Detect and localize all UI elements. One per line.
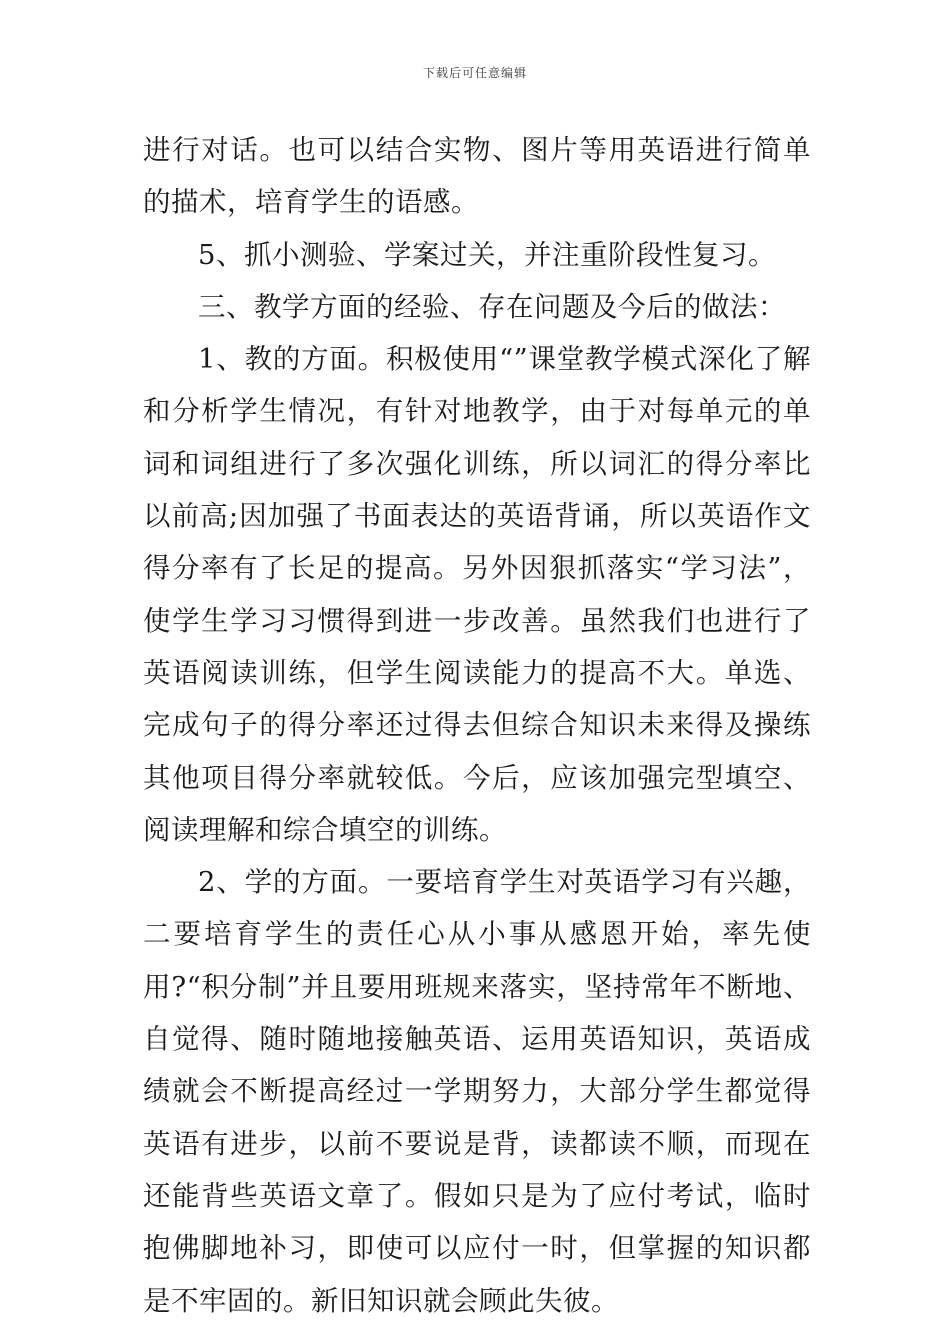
paragraph-learning-aspect: 2、学的方面。一要培育学生对英语学习有兴趣，二要培育学生的责任心从小事从感恩开始，率先使用?“积分制”并且要用班规来落实，坚持常年不断地、自觉得、随时随地接触英语、运用英语知识，英语成绩就会不断提高经过一学期努力，大部分学生都觉得英语有进步，以前不要说是背，读都读不顺，而现在还能背些英语文章了。假如只是为了应付考试，临时抱佛脚地补习，即使可以应付一时，但掌握的知识都是不牢固的。新旧知识就会顾此失彼。 [143,866,811,1317]
document-body [143,124,811,1327]
paragraph-point-5: 5、抓小测验、学案过关，并注重阶段性复习。 [198,238,776,271]
paragraph-intro-continuation: 进行对话。也可以结合实物、图片等用英语进行简单的描术，培育学生的语感。 [143,134,811,219]
page-header: 下载后可任意编辑 [422,66,527,80]
paragraph-teaching-aspect: 1、教的方面。积极使用“”课堂教学模式深化了解和分析学生情况，有针对地教学，由于对每单元的单词和词组进行了多次强化训练，所以词汇的得分率比以前高;因加强了书面表达的英语背诵，所以英语作文得分率有了长足的提高。另外因狠抓落实“学习法”，使学生学习习惯得到进一步改善。虽然我们也进行了英语阅读训练，但学生阅读能力的提高不大。单选、完成句子的得分率还过得去但综合知识未来得及操练其他项目得分率就较低。今后，应该加强完型填空、阅读理解和综合填空的训练。 [143,343,811,846]
section-heading-3: 三、教学方面的经验、存在问题及今后的做法： [198,290,786,323]
